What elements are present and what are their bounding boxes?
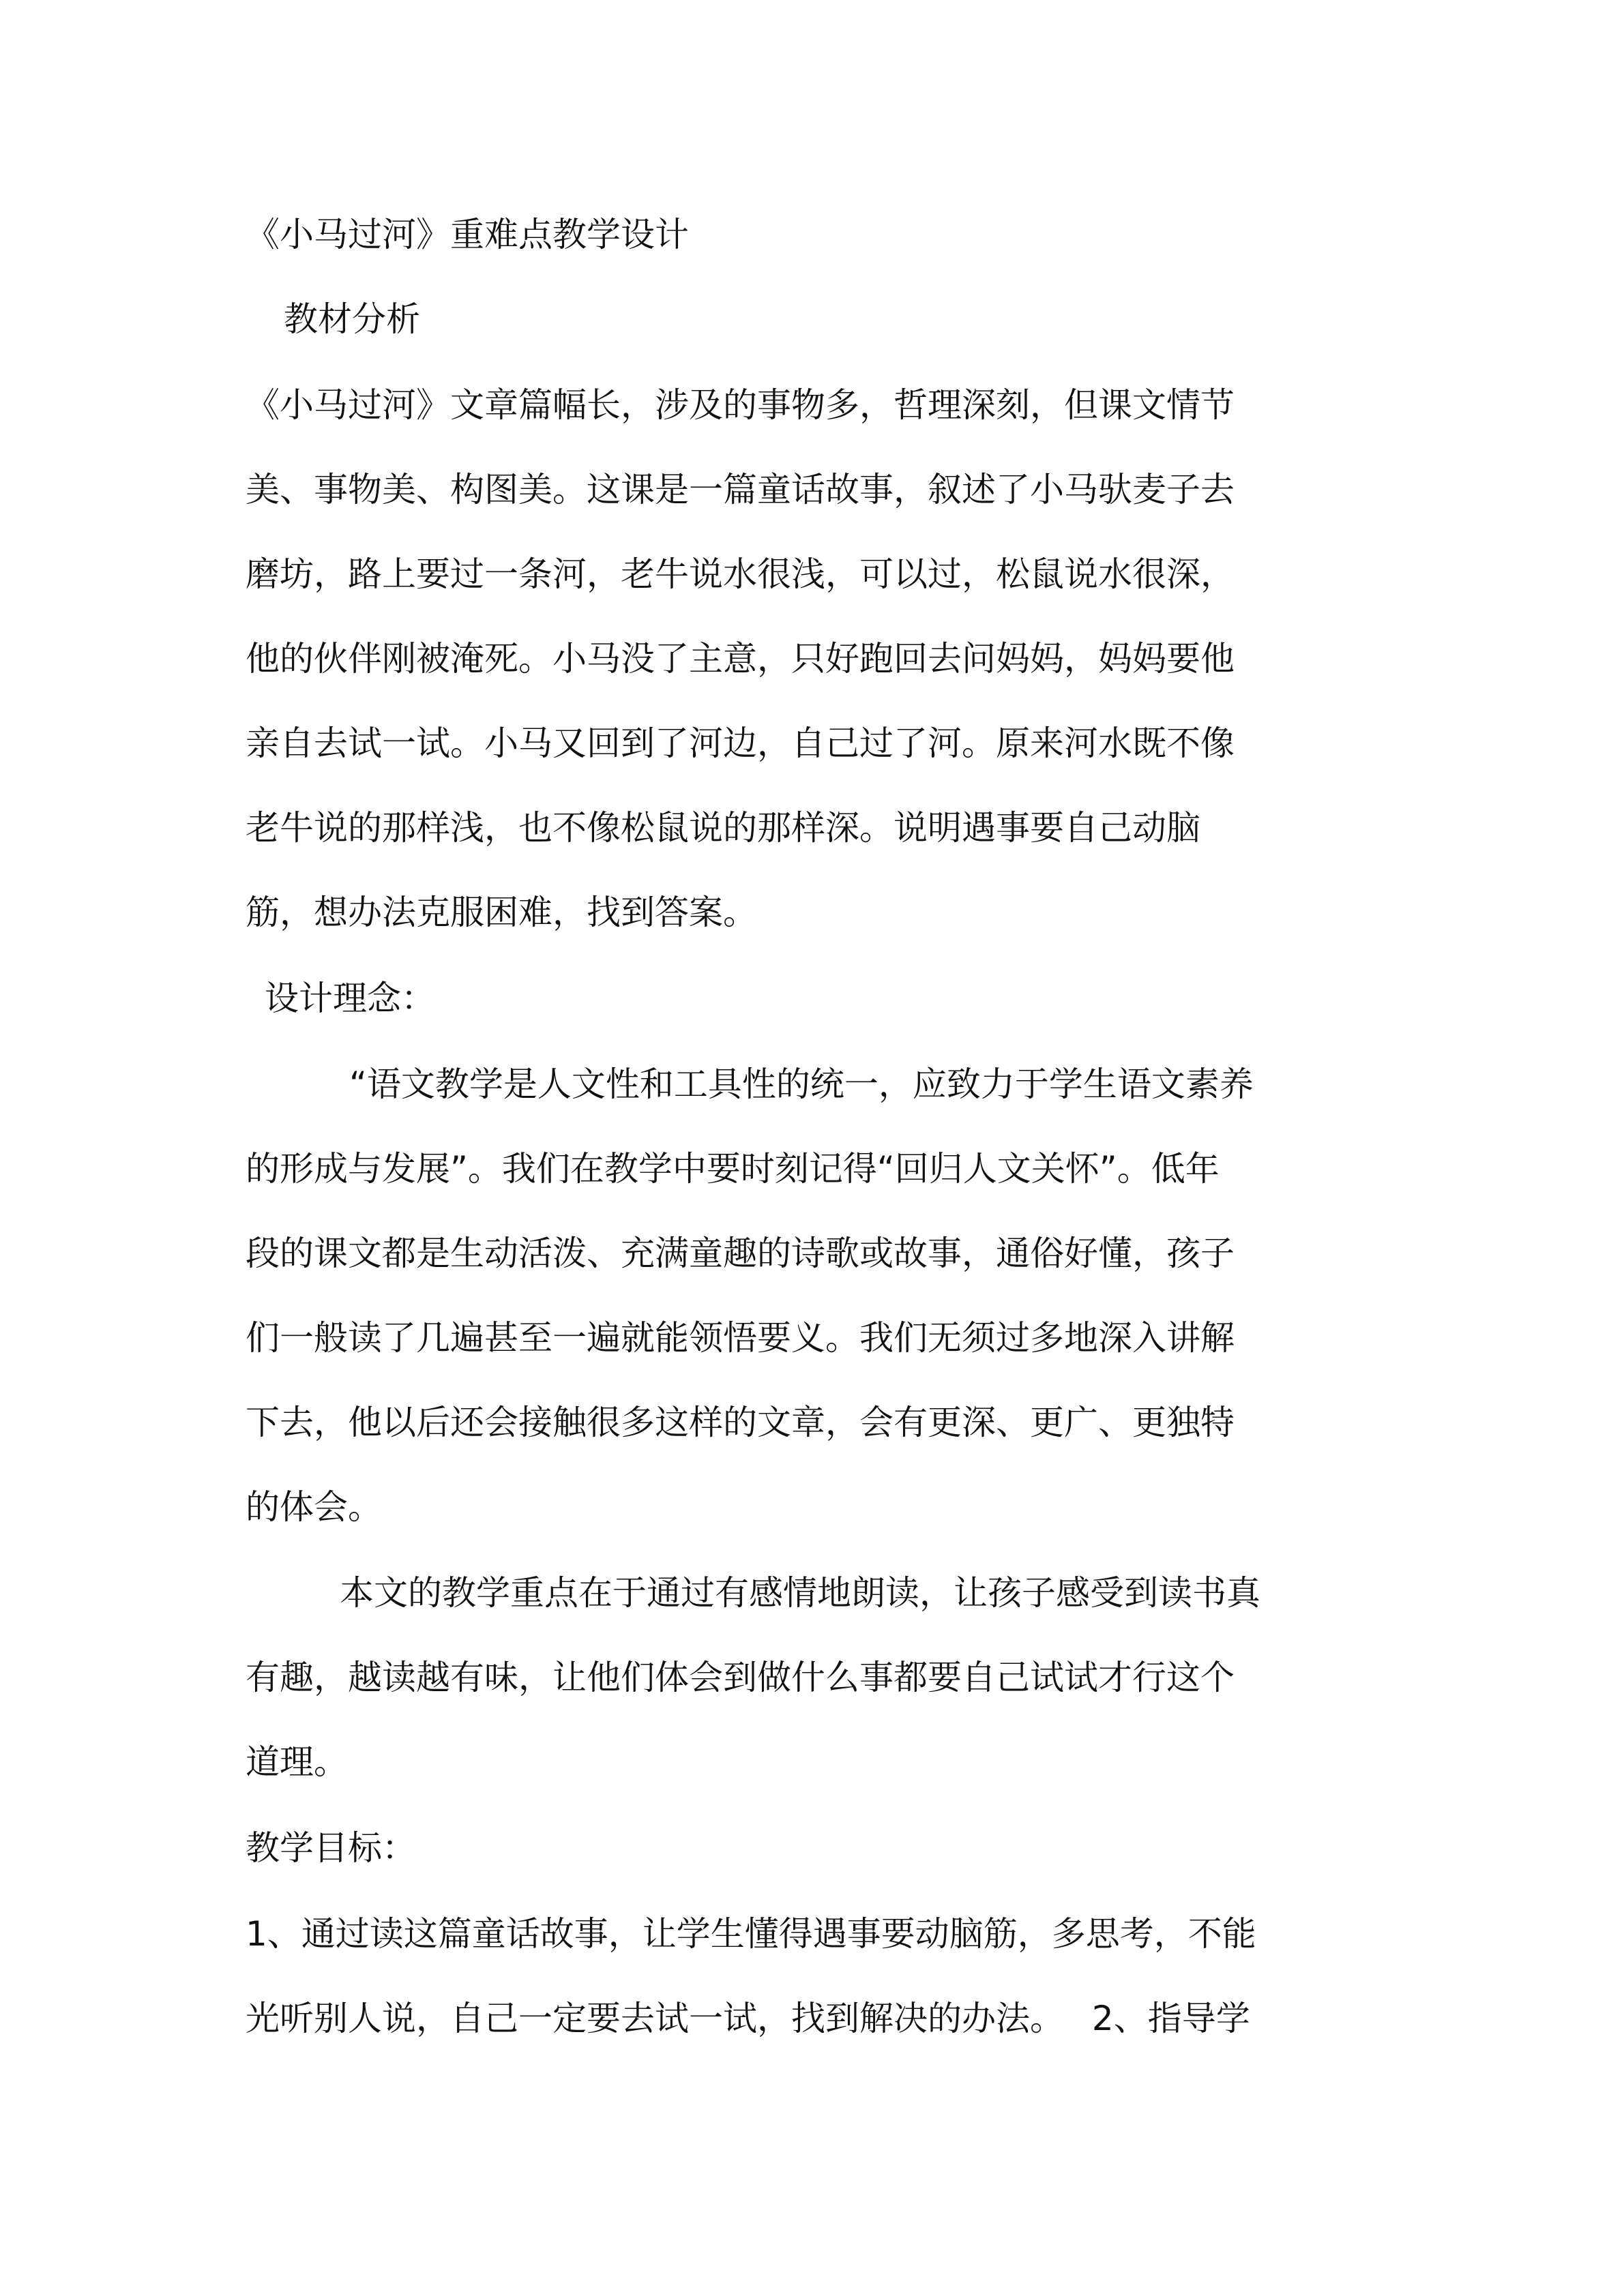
document-title: 《小马过河》重难点教学设计 xyxy=(246,215,689,254)
concept-p1-line-5: 下去，他以后还会接触很多这样的文章，会有更深、更广、更独特 xyxy=(246,1403,1235,1442)
concept-p1-line-2: 的形成与发展”。我们在教学中要时刻记得“回归人文关怀”。低年 xyxy=(246,1149,1220,1189)
concept-p2-line-1: 本文的教学重点在于通过有感情地朗读，让孩子感受到读书真 xyxy=(340,1573,1260,1613)
analysis-line-6: 老牛说的那样浅，也不像松鼠说的那样深。说明遇事要自己动脑 xyxy=(246,808,1200,848)
concept-p1-line-3: 段的课文都是生动活泼、充满童趣的诗歌或故事，通俗好懂，孩子 xyxy=(246,1234,1235,1273)
section-heading-concept: 设计理念： xyxy=(265,979,435,1018)
analysis-line-2: 美、事物美、构图美。这课是一篇童话故事，叙述了小马驮麦子去 xyxy=(246,470,1235,509)
goals-line-2: 光听别人说，自己一定要去试一试，找到解决的办法。 2、指导学 xyxy=(246,1999,1250,2038)
section-heading-goals: 教学目标： xyxy=(246,1828,416,1868)
concept-p2-line-2: 有趣，越读越有味，让他们体会到做什么事都要自己试试才行这个 xyxy=(246,1658,1235,1697)
concept-p2-line-3: 道理。 xyxy=(246,1742,348,1782)
concept-p1-line-6: 的体会。 xyxy=(246,1487,382,1527)
analysis-line-3: 磨坊，路上要过一条河，老牛说水很浅，可以过，松鼠说水很深， xyxy=(246,554,1235,594)
section-heading-analysis: 教材分析 xyxy=(284,299,420,339)
concept-p1-line-4: 们一般读了几遍甚至一遍就能领悟要义。我们无须过多地深入讲解 xyxy=(246,1318,1235,1358)
goals-line-1: 1、通过读这篇童话故事，让学生懂得遇事要动脑筋，多思考，不能 xyxy=(246,1914,1256,1954)
analysis-line-5: 亲自去试一试。小马又回到了河边，自己过了河。原来河水既不像 xyxy=(246,724,1235,763)
analysis-line-1: 《小马过河》文章篇幅长，涉及的事物多，哲理深刻，但课文情节 xyxy=(246,385,1235,425)
concept-p1-line-1: “语文教学是人文性和工具性的统一，应致力于学生语文素养 xyxy=(349,1064,1254,1104)
analysis-line-7: 筋，想办法克服困难，找到答案。 xyxy=(246,893,757,932)
analysis-line-4: 他的伙伴刚被淹死。小马没了主意，只好跑回去问妈妈，妈妈要他 xyxy=(246,639,1235,679)
